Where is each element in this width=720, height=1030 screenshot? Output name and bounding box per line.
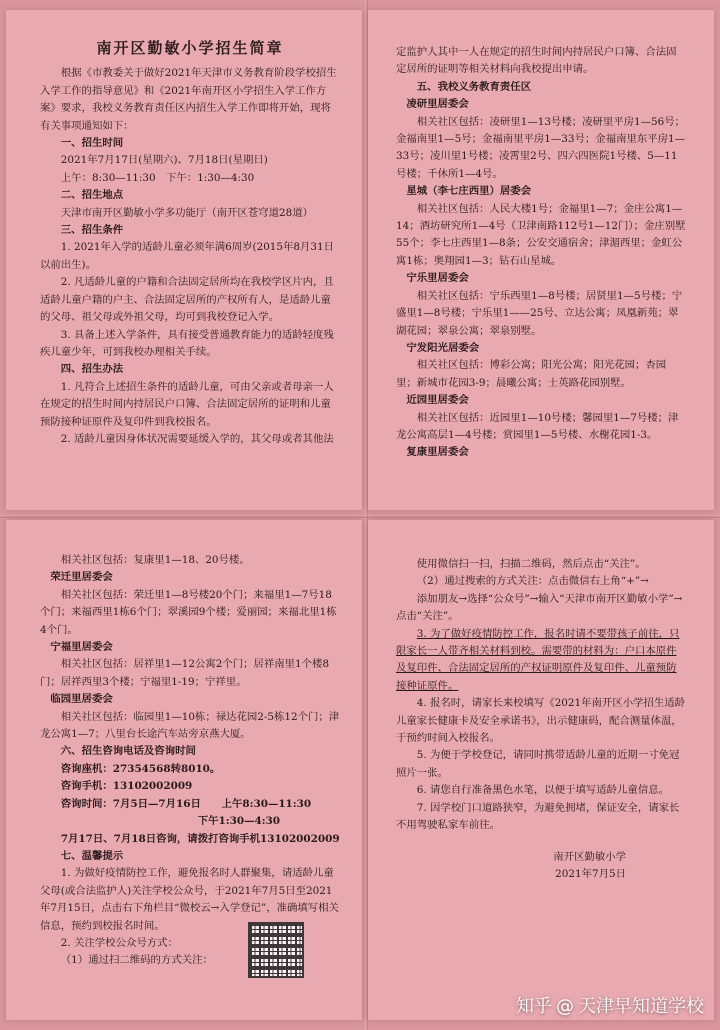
paragraph: 2021年7月17日(星期六)、7月18日(星期日) [60,154,268,167]
spacer [396,835,686,849]
paragraph: 相关社区包括：博彩公寓；阳光公寓；阳光花园；杏园里；新城市花园3-9；晨曦公寓；士英路花园别墅。 [396,359,667,389]
paragraph: 使用微信扫一扫，扫描二维码，然后点击“关注”。 [416,558,646,570]
section-heading: 三、招生条件 [60,224,124,237]
intro-paragraph: 根据《市教委关于做好2021年天津市义务教育阶段学校招生入学工作的指导意见》和《2021年南开区小学招生入学工作方案》要求，我校义务教育责任区内招生入学工作即将开始，现将有关事项通知如下： [40,67,337,132]
district-heading: 星城（李七庄西里）居委会 [406,185,532,198]
paragraph: 上午：8:30—11:30 下午：1:30—4:30 [60,171,255,184]
materials-paragraph: 3. 为了做好疫情防控工作，报名时请不要带孩子前往，只限家长一人带齐相关材料到校。需要带的材料为：户口本原件及复印件、合法固定居所的产权证明原件及复印件、儿童预防接种证原件。 [396,627,680,692]
section-heading: 四、招生办法 [60,363,124,376]
district-heading: 宁发阳光居委会 [406,341,480,354]
column-top-right [396,44,686,510]
section-heading: 一、招生时间 [60,137,124,150]
paragraph: 2. 适龄儿童因身体状况需要延缓入学的，其父母或者其他法 [60,432,334,445]
hours-line: 咨询时间：7月5日—7月16日 上午8:30—11:30 [60,797,312,810]
paragraph: 5. 为便于学校登记，请同时携带适龄儿童的近期一寸免冠照片一张。 [396,749,680,779]
fold-crease-horizontal [0,515,720,518]
paragraph: （1）通过扫二维码的方式关注： [60,954,213,967]
paragraph: 6. 请您自行准备黑色水笔，以便于填写适龄儿童信息。 [416,784,669,797]
district-heading: 宁福里居委会 [50,641,113,654]
watermark-account: 天津早知道学校 [578,996,704,1017]
section-heading: 七、温馨提示 [60,849,124,862]
paragraph: 定监护人其中一人在规定的招生时间内持居民户口簿、合法固定居所的证明等相关材料向我校提出申请。 [396,46,677,76]
section-heading: 六、招生咨询电话及咨询时间 [60,745,196,758]
district-heading: 复康里居委会 [406,446,469,459]
wechat-qr-code[interactable] [248,922,304,978]
signature-school: 南开区勤敏小学 [553,850,626,863]
document-title: 南开区勤敏小学招生简章 [96,40,284,57]
paragraph: （2）通过搜索的方式关注：点击微信右上角“+”→ [416,575,649,588]
paragraph: 4. 报名时，请家长来校填写《2021年南开区小学招生适龄儿童家长健康卡及安全承诺书》，出示健康码，配合测量体温，于预约时间入校报名。 [396,697,686,745]
weekend-consult-line: 7月17日、7月18日咨询，请拨打咨询手机13102002009 [60,832,340,845]
signature-date: 2021年7月5日 [555,867,626,880]
column-bottom-right [396,556,686,996]
zhihu-watermark [516,992,704,1018]
paragraph: 相关社区包括：复康里1—18、20号楼。 [60,554,250,566]
section-heading: 二、招生地点 [60,189,124,202]
paragraph: 相关社区包括：临园里1—10栋；禄达花园2-5栋12个门；津龙公寓1—7；八里台长途汽车站旁京燕大厦。 [40,710,340,741]
paragraph: 相关社区包括：人民大楼1号；金福里1—7；金庄公寓1—14；酒坊研究所1—4号（卫津南路112号1—12门）；金庄别墅55个；李七庄西里1—8条；公安交通宿舍；津湄西里；金虹公寓1栋；奥翔园1—3；钻石山星城。 [396,202,686,267]
paragraph: 相关社区包括：居祥里1—12公寓2个门；居祥南里1个楼8门；居祥西里3个楼；宁福里1-19；宁祥里。 [40,658,330,688]
paragraph: 1. 2021年入学的适龄儿童必须年满6周岁(2015年8月31日以前出生)。 [40,241,335,271]
district-heading: 临园里居委会 [50,693,113,706]
watermark-platform: 知乎 [516,996,552,1017]
paragraph: 1. 为做好疫情防控工作，避免报名时人群聚集，请适龄儿童父母(或合法监护人)关注学校公众号，于2021年7月5日至2021年7月15日，点击右下角栏目“微校云→入学登记”，准确填写相关信息，预约到校报名时间。 [40,867,339,932]
district-heading: 凌研里居委会 [406,98,469,111]
watermark-at: @ [556,996,574,1017]
district-heading: 宁乐里居委会 [406,272,469,285]
paragraph: 7. 因学校门口道路狭窄，为避免拥堵，保证安全，请家长不用驾驶私家车前往。 [396,801,680,832]
paragraph: 2. 凡适龄儿童的户籍和合法固定居所均在我校学区片内，且适龄儿童户籍的户主、合法固定居所的产权所有人，是适龄儿童的父母、祖父母或外祖父母，均可到我校登记入学。 [40,276,334,324]
paragraph: 添加朋友→选择“公众号”→输入“天津市南开区勤敏小学”→点击“关注”。 [396,592,683,623]
paragraph: 3. 具备上述入学条件，具有接受普通教育能力的适龄轻度残疾儿童少年，可到我校办理相关手续。 [40,328,334,358]
district-heading: 近园里居委会 [406,394,469,407]
district-heading: 荣迁里居委会 [50,571,113,584]
phone-line: 咨询座机：27354568转8010。 [60,762,221,775]
mobile-line: 咨询手机：13102002009 [60,780,193,793]
paragraph: 1. 凡符合上述招生条件的适龄儿童，可由父亲或者母亲一人在规定的招生时间内持居民户口簿、合法固定居所的证明和儿童预防接种证原件及复印件到我校报名。 [40,380,334,428]
hours-line-afternoon: 下午1:30—4:30 [197,815,280,828]
paragraph: 相关社区包括：近园里1—10号楼；馨园里1—7号楼；津龙公寓高层1—4号楼；赏园里1—5号楼、水榭花园1-3。 [396,411,679,441]
column-top-left [40,40,340,510]
paragraph: 相关社区包括：荣迁里1—8号楼20个门；来福里1—7号18个门；来福西里1栋6个门；翠溪园9个楼；爱丽园；来福北里1栋4个门。 [40,588,337,636]
section-heading: 五、我校义务教育责任区 [416,80,532,93]
paragraph: 相关社区包括：宁乐西里1—8号楼；居贤里1—5号楼；宁盛里1—8号楼；宁乐里1——25号、立达公寓；凤凰新苑；翠湖花园；翠泉公寓；翠泉别墅。 [396,289,683,337]
paragraph: 天津市南开区勤敏小学多功能厅（南开区苍穹道28道） [60,206,314,219]
paragraph: 2. 关注学校公众号方式： [60,936,178,949]
paragraph: 相关社区包括：凌研里1—13号楼；凌研里平房1—56号；金福南里1—5号；金福南里平房1—33号；金福南里东平房1—33号；凌川里1号楼；凌霄里2号、四六四医院1号楼、5—11号楼；千休所1—4号。 [396,115,686,180]
